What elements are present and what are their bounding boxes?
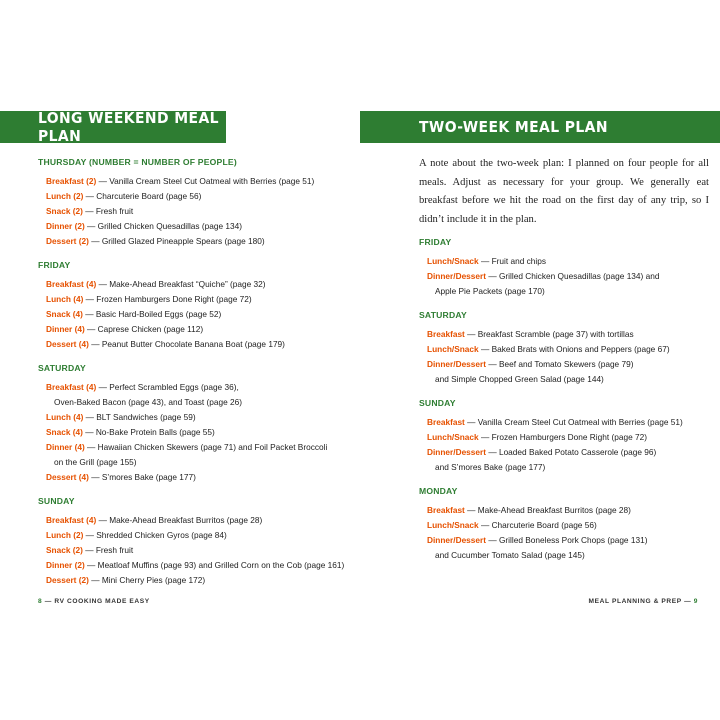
- meal-entry: [46, 322, 348, 337]
- meal-label: Lunch (4): [46, 294, 84, 304]
- meal-description: Make-Ahead Breakfast Burritos (page 28): [109, 515, 263, 525]
- meal-description: Fresh fruit: [95, 206, 134, 216]
- meal-description-continued: and Simple Chopped Green Salad (page 144): [435, 374, 604, 384]
- meal-list: [419, 503, 709, 563]
- meal-dash: —: [96, 515, 110, 525]
- meal-dash: —: [486, 535, 499, 545]
- meal-entry: [46, 234, 348, 249]
- meal-dash: —: [83, 530, 97, 540]
- meal-list: [38, 380, 348, 485]
- day-section: [38, 494, 348, 588]
- meal-dash: —: [82, 309, 96, 319]
- meal-description-continued: and Cucumber Tomato Salad (page 145): [435, 550, 585, 560]
- meal-description: BLT Sandwiches (page 59): [96, 412, 196, 422]
- meal-description: Grilled Glazed Pineapple Spears (page 180): [101, 236, 265, 246]
- day-heading: MONDAY: [419, 486, 458, 496]
- right-page-number: 9: [693, 598, 698, 605]
- meal-entry: [46, 337, 348, 352]
- meal-entry: [427, 430, 709, 445]
- right-meal-plan: [419, 155, 709, 572]
- meal-label: Dinner (2): [46, 221, 85, 231]
- meal-entry: [46, 307, 348, 322]
- right-footer-section-title: MEAL PLANNING & PREP: [588, 598, 682, 605]
- meal-dash: —: [84, 560, 98, 570]
- day-heading: FRIDAY: [38, 260, 71, 270]
- day-section: [419, 235, 709, 299]
- meal-label: Snack (4): [46, 309, 83, 319]
- meal-list: [419, 254, 709, 299]
- meal-description: Grilled Boneless Pork Chops (page 131): [498, 535, 648, 545]
- meal-description: Fruit and chips: [491, 256, 546, 266]
- meal-dash: —: [83, 191, 97, 201]
- meal-entry: [46, 573, 348, 588]
- left-footer-separator: —: [44, 598, 52, 605]
- meal-entry: [46, 174, 348, 189]
- meal-description: Beef and Tomato Skewers (page 79): [498, 359, 634, 369]
- meal-entry: [46, 558, 348, 573]
- meal-dash: —: [88, 575, 102, 585]
- meal-label: Breakfast (4): [46, 515, 97, 525]
- meal-description-continued: on the Grill (page 155): [54, 457, 137, 467]
- left-footer-book-title: RV COOKING MADE EASY: [54, 598, 150, 605]
- left-meal-plan: [38, 155, 348, 597]
- meal-label: Dinner/Dessert: [427, 271, 487, 281]
- meal-list: [419, 415, 709, 475]
- meal-entry: [427, 357, 709, 387]
- meal-list: [419, 327, 709, 387]
- meal-label: Dinner (4): [46, 442, 85, 452]
- meal-dash: —: [88, 472, 102, 482]
- meal-label: Lunch/Snack: [427, 256, 479, 266]
- right-banner-title: TWO-WEEK MEAL PLAN: [419, 118, 608, 136]
- meal-dash: —: [464, 505, 478, 515]
- meal-description: Vanilla Cream Steel Cut Oatmeal with Berries (page 51): [477, 417, 683, 427]
- day-heading: FRIDAY: [419, 237, 452, 247]
- meal-entry: [46, 292, 348, 307]
- meal-entry: [46, 277, 348, 292]
- meal-dash: —: [88, 236, 102, 246]
- right-sections: [419, 235, 709, 563]
- meal-description: Meatloaf Muffins (page 93) and Grilled Corn on the Cob (page 161): [97, 560, 345, 570]
- meal-entry: [427, 415, 709, 430]
- meal-label: Dessert (2): [46, 575, 89, 585]
- meal-dash: —: [82, 206, 96, 216]
- meal-label: Breakfast: [427, 417, 465, 427]
- meal-dash: —: [464, 329, 478, 339]
- meal-label: Lunch/Snack: [427, 520, 479, 530]
- meal-dash: —: [82, 545, 96, 555]
- meal-dash: —: [478, 432, 492, 442]
- meal-dash: —: [96, 382, 110, 392]
- meal-description-continued: Oven-Baked Bacon (page 43), and Toast (page 26): [54, 397, 243, 407]
- meal-label: Dessert (4): [46, 339, 89, 349]
- meal-label: Dinner/Dessert: [427, 447, 487, 457]
- meal-description: Baked Brats with Onions and Peppers (page 67): [491, 344, 670, 354]
- meal-description: Grilled Chicken Quesadillas (page 134): [97, 221, 243, 231]
- day-heading: SATURDAY: [419, 310, 467, 320]
- meal-list: [38, 277, 348, 352]
- day-heading: THURSDAY (NUMBER = NUMBER OF PEOPLE): [38, 157, 237, 167]
- meal-label: Breakfast (4): [46, 279, 97, 289]
- meal-dash: —: [82, 427, 96, 437]
- meal-description: Frozen Hamburgers Done Right (page 72): [96, 294, 252, 304]
- meal-description-continued: Apple Pie Packets (page 170): [435, 286, 545, 296]
- day-section: [419, 308, 709, 387]
- meal-dash: —: [83, 412, 97, 422]
- meal-description: No-Bake Protein Balls (page 55): [95, 427, 215, 437]
- meal-description: Mini Cherry Pies (page 172): [101, 575, 206, 585]
- left-banner-title: LONG WEEKEND MEAL PLAN: [38, 109, 219, 145]
- meal-label: Lunch/Snack: [427, 344, 479, 354]
- day-section: [38, 258, 348, 352]
- left-page: [0, 0, 350, 720]
- meal-label: Lunch (4): [46, 412, 84, 422]
- meal-description: Vanilla Cream Steel Cut Oatmeal with Berries (page 51): [109, 176, 315, 186]
- meal-description: Make-Ahead Breakfast “Quiche” (page 32): [109, 279, 266, 289]
- meal-entry: [46, 513, 348, 528]
- meal-dash: —: [96, 176, 110, 186]
- meal-description: Breakfast Scramble (page 37) with tortillas: [477, 329, 634, 339]
- day-heading: SUNDAY: [38, 496, 75, 506]
- meal-label: Breakfast: [427, 329, 465, 339]
- meal-dash: —: [486, 447, 499, 457]
- meal-label: Dessert (4): [46, 472, 89, 482]
- right-banner: [360, 111, 720, 143]
- meal-description: Loaded Baked Potato Casserole (page 96): [498, 447, 657, 457]
- meal-dash: —: [83, 294, 97, 304]
- meal-dash: —: [478, 520, 492, 530]
- meal-dash: —: [486, 359, 499, 369]
- right-footer: [589, 598, 698, 605]
- meal-dash: —: [486, 271, 499, 281]
- meal-label: Dinner/Dessert: [427, 535, 487, 545]
- meal-entry: [46, 425, 348, 440]
- meal-description: Peanut Butter Chocolate Banana Boat (page 179): [101, 339, 285, 349]
- meal-entry: [46, 470, 348, 485]
- meal-description: Hawaiian Chicken Skewers (page 71) and Foil Packet Broccoli: [97, 442, 328, 452]
- left-banner: [0, 111, 226, 143]
- meal-label: Dinner (2): [46, 560, 85, 570]
- meal-label: Lunch (2): [46, 530, 84, 540]
- left-page-number: 8: [38, 598, 43, 605]
- day-section: [38, 155, 348, 249]
- meal-entry: [46, 528, 348, 543]
- meal-entry: [427, 503, 709, 518]
- meal-entry: [46, 543, 348, 558]
- meal-dash: —: [84, 324, 98, 334]
- meal-entry: [427, 269, 709, 299]
- meal-description: Fresh fruit: [95, 545, 134, 555]
- meal-dash: —: [464, 417, 478, 427]
- meal-label: Dessert (2): [46, 236, 89, 246]
- meal-dash: —: [84, 221, 98, 231]
- meal-label: Lunch/Snack: [427, 432, 479, 442]
- meal-entry: [46, 410, 348, 425]
- right-page: [360, 0, 720, 720]
- meal-dash: —: [478, 344, 492, 354]
- meal-description: Charcuterie Board (page 56): [96, 191, 202, 201]
- meal-dash: —: [84, 442, 98, 452]
- day-section: [419, 396, 709, 475]
- meal-description: Perfect Scrambled Eggs (page 36),: [109, 382, 239, 392]
- meal-label: Breakfast (2): [46, 176, 97, 186]
- meal-description: Caprese Chicken (page 112): [97, 324, 204, 334]
- meal-list: [38, 513, 348, 588]
- day-section: [419, 484, 709, 563]
- meal-label: Dinner (4): [46, 324, 85, 334]
- meal-description: Charcuterie Board (page 56): [491, 520, 597, 530]
- meal-entry: [427, 518, 709, 533]
- meal-label: Snack (2): [46, 545, 83, 555]
- meal-dash: —: [478, 256, 492, 266]
- meal-label: Snack (2): [46, 206, 83, 216]
- meal-label: Breakfast: [427, 505, 465, 515]
- meal-entry: [46, 440, 348, 470]
- meal-label: Breakfast (4): [46, 382, 97, 392]
- meal-label: Snack (4): [46, 427, 83, 437]
- day-heading: SATURDAY: [38, 363, 86, 373]
- meal-description: Shredded Chicken Gyros (page 84): [96, 530, 227, 540]
- meal-description: Basic Hard-Boiled Eggs (page 52): [95, 309, 222, 319]
- day-section: [38, 361, 348, 485]
- meal-label: Lunch (2): [46, 191, 84, 201]
- meal-entry: [427, 327, 709, 342]
- meal-entry: [46, 189, 348, 204]
- meal-entry: [427, 342, 709, 357]
- day-heading: SUNDAY: [419, 398, 456, 408]
- meal-entry: [427, 533, 709, 563]
- two-week-plan-note: A note about the two-week plan: I planned on four people for all meals. Adjust as necessary for your group. We generally eat breakfast before we hit the road on the first day of any trip, so I didn’t include it in the plan.: [419, 158, 709, 225]
- meal-description-continued: and S’mores Bake (page 177): [435, 462, 546, 472]
- meal-list: [38, 174, 348, 249]
- meal-description: Make-Ahead Breakfast Burritos (page 28): [477, 505, 631, 515]
- meal-dash: —: [96, 279, 110, 289]
- meal-label: Dinner/Dessert: [427, 359, 487, 369]
- meal-entry: [46, 204, 348, 219]
- meal-entry: [427, 254, 709, 269]
- meal-description: S’mores Bake (page 177): [101, 472, 196, 482]
- meal-dash: —: [88, 339, 102, 349]
- right-footer-separator: —: [684, 598, 692, 605]
- left-footer: [38, 598, 150, 605]
- meal-description: Grilled Chicken Quesadillas (page 134) and: [498, 271, 660, 281]
- meal-entry: [46, 380, 348, 410]
- meal-entry: [427, 445, 709, 475]
- meal-entry: [46, 219, 348, 234]
- meal-description: Frozen Hamburgers Done Right (page 72): [491, 432, 647, 442]
